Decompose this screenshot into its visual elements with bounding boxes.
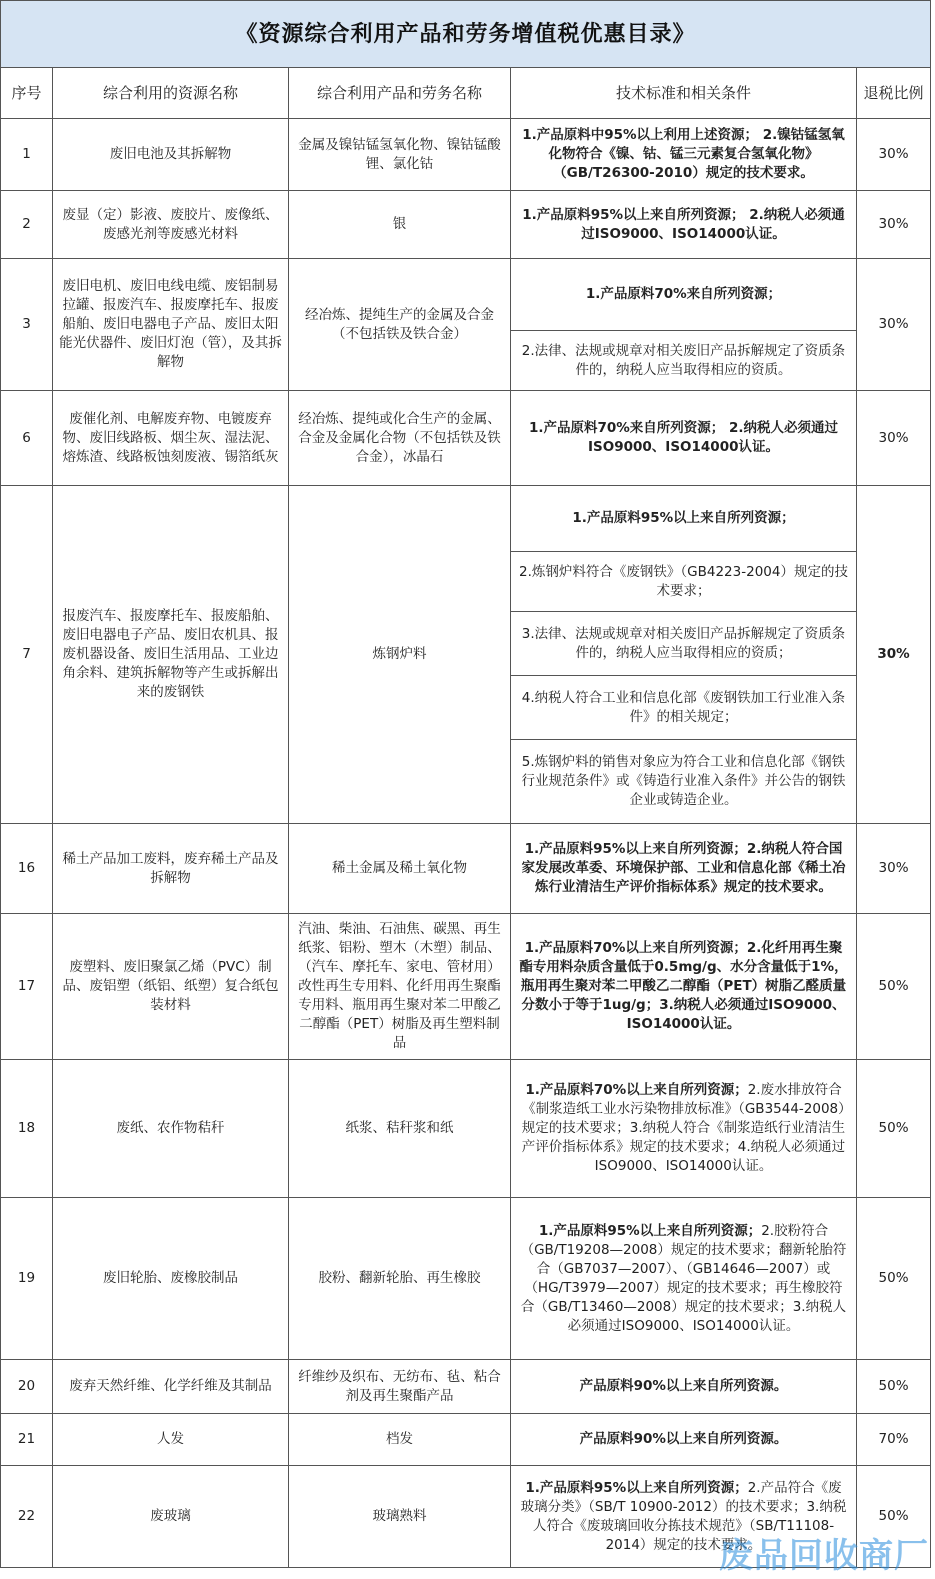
row-product: 玻璃熟料 [289,1466,511,1568]
row-product: 纤维纱及织布、无纺布、毡、粘合剂及再生聚酯产品 [289,1360,511,1414]
row-resource: 废塑料、废旧聚氯乙烯（PVC）制品、废铝塑（纸铝、纸塑）复合纸包装材料 [53,914,289,1060]
standard-lead: 1.产品原料95%以上来自所列资源； [538,1222,762,1239]
row-product: 金属及镍钴锰氢氧化物、镍钴锰酸锂、氯化钴 [289,119,511,191]
table-row [1,1466,931,1568]
row-standard-item: 1.产品原料70%来自所列资源； [511,259,857,331]
standard-rest: 2.产品符合《废玻璃分类》（SB/T 10900-2012）的技术要求；3.纳税人符合《废玻璃回收分拣技术规范》（SB/T11108-2014）规定的技术要求。 [520,1479,847,1553]
row-resource: 废催化剂、电解废弃物、电镀废弃物、废旧线路板、烟尘灰、湿法泥、熔炼渣、线路板蚀刻废液、锡箔纸灰 [53,391,289,486]
row-resource: 废弃天然纤维、化学纤维及其制品 [53,1360,289,1414]
row-rate: 50% [857,1060,931,1198]
row-no: 20 [1,1360,53,1414]
row-rate: 70% [857,1414,931,1466]
table-row [1,259,931,331]
standard-rest: 2.化纤用再生聚酯专用料杂质含量低于0.5mg/g、水分含量低于1%，瓶用再生聚对苯二甲酸乙二醇酯（PET）树脂乙醛质量分数小于等于1ug/g；3.纳税人必须通过ISO9000、ISO14000认证。 [519,940,848,1032]
row-resource: 废纸、农作物秸秆 [53,1060,289,1198]
row-standard [511,1360,857,1414]
table-row [1,486,931,552]
header-row [1,68,931,119]
row-product: 经冶炼、提纯或化合生产的金属、合金及金属化合物（不包括铁及铁合金），冰晶石 [289,391,511,486]
table-row [1,914,931,1060]
table-row [1,191,931,259]
standard-lead: 1.产品原料95%以上来自所列资源； [525,1479,748,1496]
row-standard [511,1466,857,1568]
row-standard [511,914,857,1060]
row-standard [511,119,857,191]
row-no: 22 [1,1466,53,1568]
standard-rest: 2.镍钴锰氢氧化物符合《镍、钴、锰三元素复合氢氧化物》（GB/T26300-2010）规定的技术要求。 [548,127,845,181]
header-product: 综合利用产品和劳务名称 [289,68,511,119]
header-rate: 退税比例 [857,68,931,119]
row-rate: 50% [857,1466,931,1568]
row-product: 档发 [289,1414,511,1466]
row-rate: 30% [857,486,931,824]
standard-lead: 1.产品原料中95%以上利用上述资源； [522,127,759,143]
row-no: 2 [1,191,53,259]
row-rate: 30% [857,259,931,391]
row-standard-item: 2.法律、法规或规章对相关废旧产品拆解规定了资质条件的，纳税人应当取得相应的资质。 [511,331,857,391]
row-standard-item: 2.炼钢炉料符合《废钢铁》（GB4223-2004）规定的技术要求； [511,552,857,612]
table-row [1,1060,931,1198]
row-standard-item: 3.法律、法规或规章对相关废旧产品拆解规定了资质条件的，纳税人应当取得相应的资质； [511,612,857,676]
row-no: 7 [1,486,53,824]
header-no: 序号 [1,68,53,119]
row-product: 汽油、柴油、石油焦、碳黑、再生纸浆、铝粉、塑木（木塑）制品、（汽车、摩托车、家电、管材用）改性再生专用料、化纤用再生聚酯专用料、瓶用再生聚对苯二甲酸乙二醇酯（PET）树脂及再生塑料制品 [289,914,511,1060]
table-row [1,824,931,914]
row-resource: 废显（定）影液、废胶片、废像纸、废感光剂等废感光材料 [53,191,289,259]
row-no: 17 [1,914,53,1060]
row-standard-item: 4.纳税人符合工业和信息化部《废钢铁加工行业准入条件》的相关规定； [511,676,857,740]
row-rate: 50% [857,914,931,1060]
row-resource: 人发 [53,1414,289,1466]
standard-lead: 1.产品原料95%以上来自所列资源； [524,841,747,857]
row-no: 21 [1,1414,53,1466]
row-rate: 30% [857,191,931,259]
standard-lead: 1.产品原料70%来自所列资源； [528,420,725,436]
standard-lead: 1.产品原料95%以上来自所列资源； [522,206,745,223]
row-product: 炼钢炉料 [289,486,511,824]
row-no: 18 [1,1060,53,1198]
row-resource: 废旧电池及其拆解物 [53,119,289,191]
row-standard-item: 1.产品原料95%以上来自所列资源； [511,486,857,552]
table-row [1,1360,931,1414]
row-product: 稀土金属及稀土氧化物 [289,824,511,914]
row-standard-item: 5.炼钢炉料的销售对象应为符合工业和信息化部《钢铁行业规范条件》或《铸造行业准入条件》并公告的钢铁企业或铸造企业。 [511,740,857,824]
table-row [1,1414,931,1466]
header-resource: 综合利用的资源名称 [53,68,289,119]
standard-rest: 2.纳税人符合国家发展改革委、环境保护部、工业和信息化部《稀土冶炼行业清洁生产评价指标体系》规定的技术要求。 [521,841,846,895]
standard-rest: 2.纳税人必须通过ISO9000、ISO14000认证。 [588,420,839,455]
table-row [1,119,931,191]
row-standard [511,391,857,486]
row-no: 16 [1,824,53,914]
standard-lead: 产品原料90%以上来自所列资源。 [579,1431,788,1447]
row-standard [511,1198,857,1360]
row-resource: 废旧轮胎、废橡胶制品 [53,1198,289,1360]
header-standard: 技术标准和相关条件 [511,68,857,119]
row-rate: 50% [857,1198,931,1360]
row-product: 纸浆、秸秆浆和纸 [289,1060,511,1198]
row-rate: 30% [857,824,931,914]
standard-lead: 产品原料90%以上来自所列资源。 [579,1378,788,1394]
row-resource: 稀土产品加工废料，废弃稀土产品及拆解物 [53,824,289,914]
row-no: 6 [1,391,53,486]
row-product: 胶粉、翻新轮胎、再生橡胶 [289,1198,511,1360]
row-standard [511,1414,857,1466]
row-no: 1 [1,119,53,191]
standard-rest: 2.胶粉符合（GB/T19208—2008）规定的技术要求；翻新轮胎符合（GB7037—2007）、（GB14646—2007）或（HG/T3979—2007）规定的技术要求；再生橡胶符合（GB/T13460—2008）规定的技术要求；3.纳税人必须通过ISO9000、ISO14000认证。 [520,1222,847,1334]
row-no: 3 [1,259,53,391]
standard-lead: 1.产品原料70%以上来自所列资源； [525,1082,748,1098]
row-rate: 50% [857,1360,931,1414]
row-rate: 30% [857,119,931,191]
row-resource: 废旧电机、废旧电线电缆、废铝制易拉罐、报废汽车、报废摩托车、报废船舶、废旧电器电子产品、废旧太阳能光伏器件、废旧灯泡（管），及其拆解物 [53,259,289,391]
row-standard [511,824,857,914]
row-standard [511,191,857,259]
row-resource: 报废汽车、报废摩托车、报废船舶、废旧电器电子产品、废旧农机具、报废机器设备、废旧生活用品、工业边角余料、建筑拆解物等产生或拆解出来的废钢铁 [53,486,289,824]
row-rate: 30% [857,391,931,486]
watermark: 废品回收商厂 [719,1536,929,1576]
standard-rest: 2.废水排放符合《制浆造纸工业水污染物排放标准》（GB3544-2008）规定的技术要求；3.纳税人符合《制浆造纸行业清洁生产评价指标体系》规定的技术要求；4.纳税人必须通过ISO9000、ISO14000认证。 [521,1082,846,1174]
table-title: 《资源综合利用产品和劳务增值税优惠目录》 [1,1,931,68]
row-product: 银 [289,191,511,259]
standard-lead: 1.产品原料70%以上来自所列资源； [524,940,747,956]
row-product: 经冶炼、提纯生产的金属及合金（不包括铁及铁合金） [289,259,511,391]
table-row [1,1198,931,1360]
row-resource: 废玻璃 [53,1466,289,1568]
row-no: 19 [1,1198,53,1360]
standard-rest: 2.纳税人必须通过ISO9000、ISO14000认证。 [581,206,845,242]
row-standard [511,1060,857,1198]
title-row [1,1,931,68]
table-row [1,391,931,486]
